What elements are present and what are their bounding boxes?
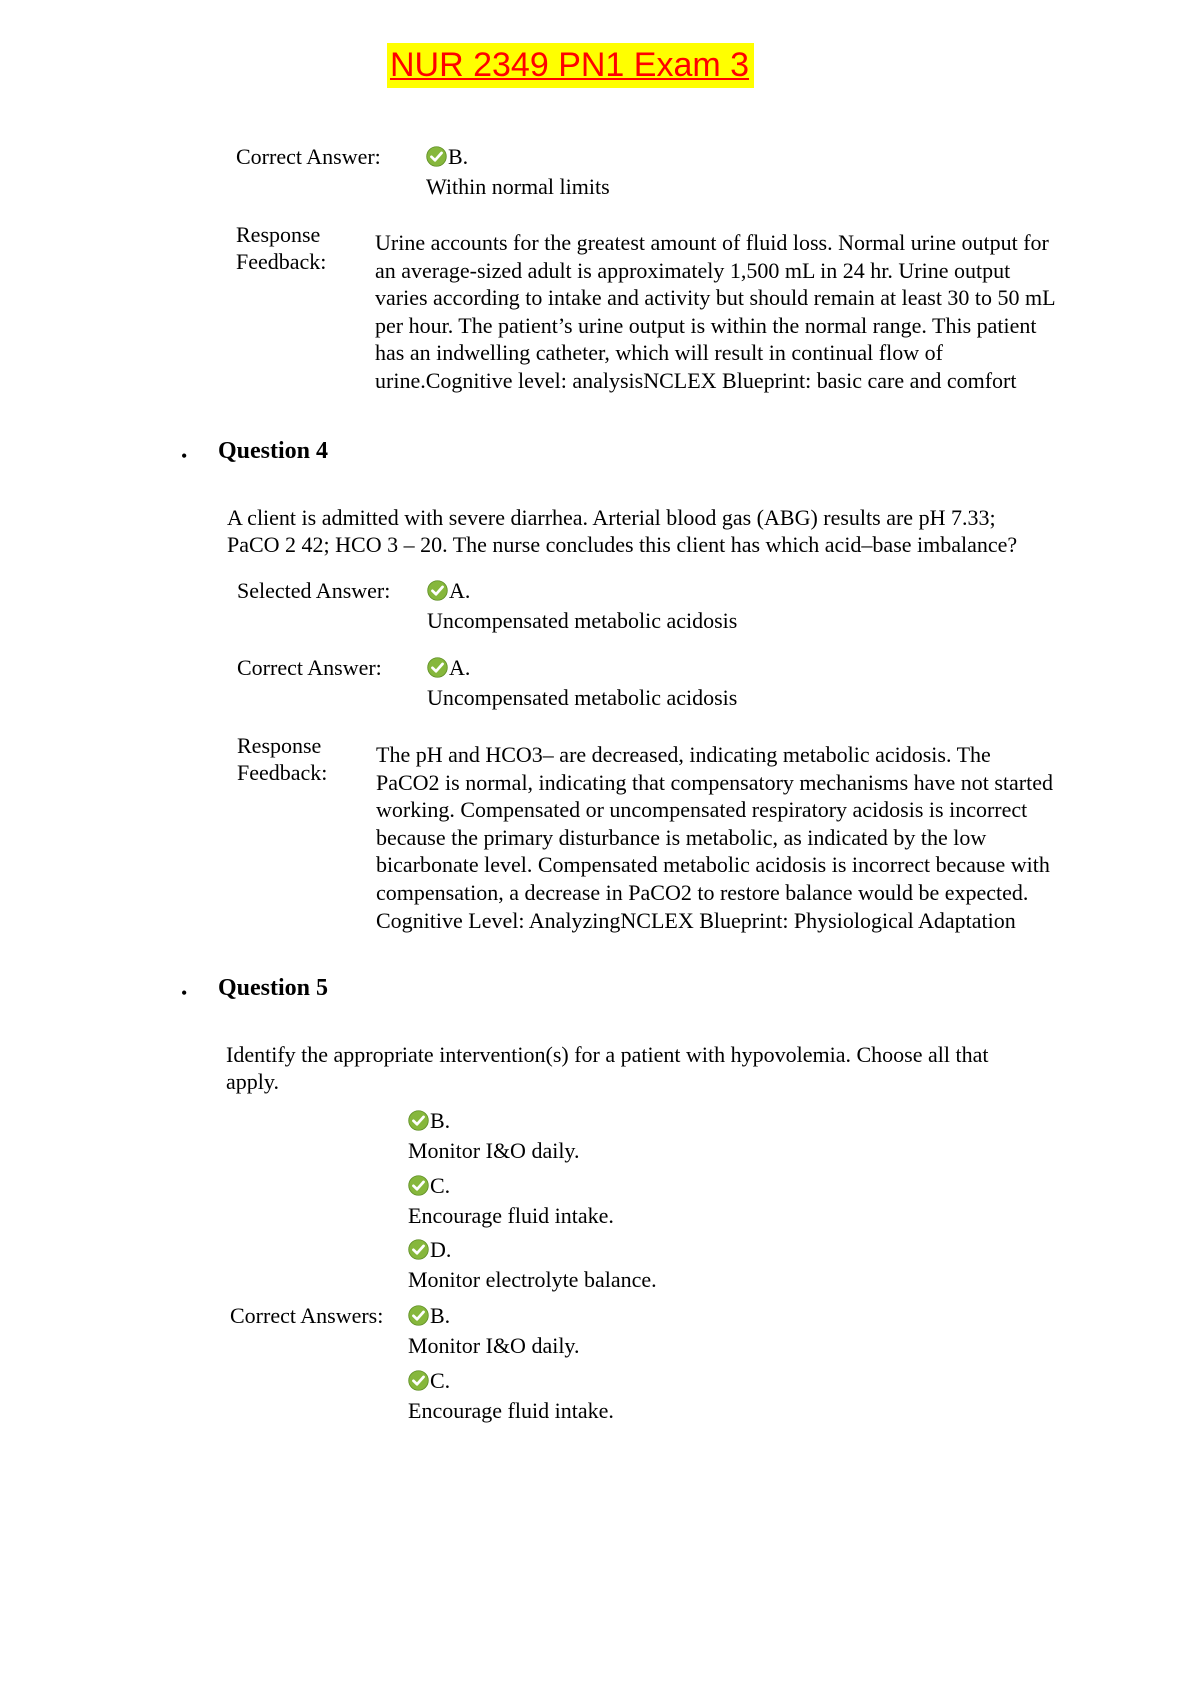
answer-text: Encourage fluid intake. — [408, 1398, 614, 1423]
feedback-line: Urine accounts for the greatest amount of fluid loss. Normal urine output for — [375, 230, 1049, 255]
question-heading: Question 4 — [218, 438, 329, 464]
checkmark-icon — [408, 1175, 429, 1196]
question-text-line: Identify the appropriate intervention(s) for a patient with hypovolemia. Choose all that — [226, 1042, 989, 1067]
bullet-icon: • — [181, 446, 188, 466]
question-text-line: A client is admitted with severe diarrhea. Arterial blood gas (ABG) results are pH 7.33; — [227, 505, 996, 530]
checkmark-icon — [408, 1110, 429, 1131]
checkmark-icon — [408, 1370, 429, 1391]
feedback-line: Cognitive Level: AnalyzingNCLEX Blueprint: Physiological Adaptation — [376, 907, 1016, 933]
response-feedback-label-line1: Response — [236, 222, 321, 247]
answer-text: Uncompensated metabolic acidosis — [427, 608, 738, 633]
response-feedback-label-line1: Response — [237, 733, 322, 758]
feedback-line: varies according to intake and activity but should remain at least 30 to 50 mL — [375, 285, 1056, 311]
answer-text: Uncompensated metabolic acidosis — [427, 685, 738, 710]
bullet-icon: • — [181, 983, 188, 1003]
answer-letter: A. — [449, 578, 471, 603]
feedback-line: has an indwelling catheter, which will result in continual flow of — [375, 340, 943, 366]
answer-letter: C. — [430, 1368, 451, 1393]
feedback-line: working. Compensated or uncompensated respiratory acidosis is incorrect — [376, 797, 1028, 823]
question-heading: Question 5 — [218, 975, 329, 1001]
answer-text: Monitor electrolyte balance. — [408, 1267, 657, 1292]
feedback-line: because the primary disturbance is metabolic, as indicated by the low — [376, 824, 987, 850]
correct-answer-label: Correct Answer: — [236, 144, 381, 169]
feedback-line: PaCO2 is normal, indicating that compensatory mechanisms have not started — [376, 769, 1053, 795]
checkmark-icon — [426, 146, 447, 167]
answer-text: Encourage fluid intake. — [408, 1203, 614, 1228]
feedback-line: The pH and HCO3– are decreased, indicating metabolic acidosis. The — [376, 742, 991, 767]
checkmark-icon — [408, 1305, 429, 1326]
question-text-line: PaCO 2 42; HCO 3 – 20. The nurse concludes this client has which acid–base imbalance? — [227, 532, 1018, 557]
answer-text: Monitor I&O daily. — [408, 1138, 580, 1163]
page-title: NUR 2349 PN1 Exam 3 — [387, 43, 754, 88]
answer-letter: C. — [430, 1173, 451, 1198]
checkmark-icon — [408, 1239, 429, 1260]
response-feedback-label-line2: Feedback: — [237, 760, 328, 785]
answer-letter: D. — [430, 1237, 452, 1262]
answer-letter: B. — [430, 1303, 451, 1328]
checkmark-icon — [427, 657, 448, 678]
correct-answer-label: Correct Answer: — [237, 655, 382, 680]
answer-letter: B. — [430, 1108, 451, 1133]
response-feedback-label-line2: Feedback: — [236, 249, 327, 274]
question-text-line: apply. — [226, 1069, 279, 1094]
selected-answer-label: Selected Answer: — [237, 578, 391, 603]
checkmark-icon — [427, 580, 448, 601]
answer-letter: B. — [448, 144, 469, 169]
answer-letter: A. — [449, 655, 471, 680]
feedback-line: an average-sized adult is approximately 1,500 mL in 24 hr. Urine output — [375, 257, 1011, 283]
answer-text: Within normal limits — [426, 174, 610, 199]
feedback-line: urine.Cognitive level: analysisNCLEX Blueprint: basic care and comfort — [375, 368, 1017, 393]
feedback-line: bicarbonate level. Compensated metabolic acidosis is incorrect because with — [376, 852, 1050, 878]
answer-text: Monitor I&O daily. — [408, 1333, 580, 1358]
feedback-line: per hour. The patient’s urine output is within the normal range. This patient — [375, 312, 1037, 338]
correct-answers-label: Correct Answers: — [230, 1303, 384, 1328]
feedback-line: compensation, a decrease in PaCO2 to restore balance would be expected. — [376, 880, 1029, 905]
